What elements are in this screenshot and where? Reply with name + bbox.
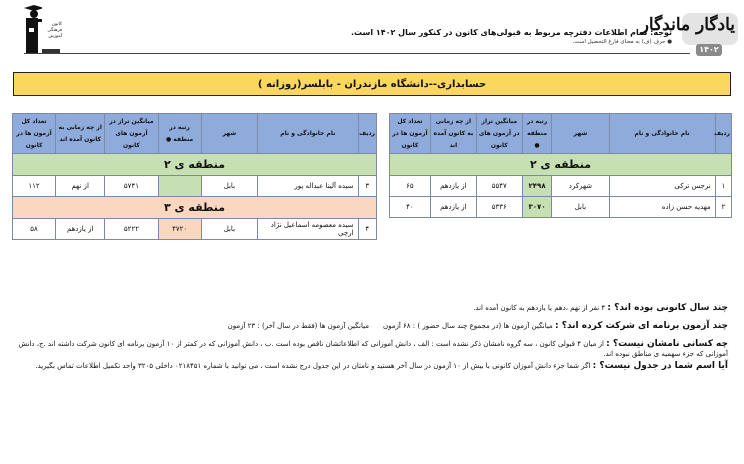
cell-row-num: ۴ <box>358 219 376 240</box>
cell-name: مهدیه حسن زاده <box>609 197 715 218</box>
cell-since: از یازدهم <box>56 219 105 240</box>
cell-since: از یازدهم <box>430 197 476 218</box>
col-since: از چه زمانی به کانون آمده اند <box>56 114 105 154</box>
cell-row-num: ۳ <box>358 176 376 197</box>
col-total-exams: تعداد کل آزمون ها در کانون <box>13 114 56 154</box>
col-row-num: ردیف <box>715 114 731 154</box>
region-label: منطقه ی ۲ <box>390 154 732 176</box>
col-since: از چه زمانی به کانون آمده اند <box>430 114 476 154</box>
brand-title: یادگار ماندگار <box>640 15 735 35</box>
region-label: منطقه ی ۳ <box>13 197 377 219</box>
cell-rank: ۳۰۷۰ <box>522 197 552 218</box>
logo-line: آموزش <box>48 34 62 39</box>
cell-name: سیده آلینا عبداله پور <box>258 176 358 197</box>
col-city: شهر <box>552 114 609 154</box>
col-rank: رتبه در منطقه ● <box>522 114 552 154</box>
info-q4 <box>8 361 728 371</box>
cell-avg-score: ۵۲۲۲ <box>105 219 158 240</box>
col-name: نام خانوادگی و نام <box>609 114 715 154</box>
table-row <box>13 219 377 240</box>
cell-avg-score: ۵۵۴۷ <box>476 176 522 197</box>
info-section <box>8 303 728 379</box>
cell-rank: ۲۴۹۸ <box>522 176 552 197</box>
major-title-bar <box>13 72 731 96</box>
table-header-row <box>390 114 732 154</box>
cell-row-num: ۲ <box>715 197 731 218</box>
cell-total-exams: ۵۸ <box>13 219 56 240</box>
info-q2-answer-b: میانگین آزمون ها (فقط در سال آخر) : ۲۳ آزمون <box>227 322 369 330</box>
logo-line: فرهنگی <box>47 28 62 33</box>
table-header-row <box>13 114 377 154</box>
brand-logo <box>640 13 738 54</box>
region-label: منطقه ی ۲ <box>13 154 377 176</box>
info-q3-answer: از میان ۴ قبولی کانون ، سه گروه نامشان ذکر نشده است : الف ، دانش آموزانی که اطلاعاتشان ناقص بوده است .ب ، دانش آموزانی که در کمتر از ۱۰ آزمون برنامه ای کانون شرکت داشته اند .ج، دانش آموزانی که جزء سهمیه ی مناطق نبوده اند. <box>18 340 728 358</box>
col-city: شهر <box>201 114 257 154</box>
graduate-figure-icon <box>20 4 42 54</box>
col-name: نام خانوادگی و نام <box>258 114 358 154</box>
info-q4-answer: اگر شما جزء دانش آموزان کانونی با بیش از ۱۰ آزمون در سال آخر هستید و نامتان در این جدول درج نشده است ، می توانید با شماره ۰۲۱۸۴۵۱ داخلی ۳۲۰۵ واحد تکمیل اطلاعات تماس بگیرید. <box>35 362 593 370</box>
kanoon-logo <box>20 4 62 54</box>
cell-city: بابل <box>552 197 609 218</box>
page-header <box>0 0 744 56</box>
col-avg-score: میانگین تراز در آزمون های کانون <box>105 114 158 154</box>
cell-avg-score: ۵۷۴۱ <box>105 176 158 197</box>
cell-rank <box>158 176 201 197</box>
col-total-exams: تعداد کل آزمون ها در کانون <box>390 114 431 154</box>
major-title: حسابداری--دانشگاه مازندران - بابلسر(روزانه ) <box>257 78 487 90</box>
brand-year: ۱۴۰۲ <box>696 44 722 56</box>
cell-total-exams: ۱۱۲ <box>13 176 56 197</box>
table-row <box>390 176 732 197</box>
region-row <box>390 154 732 176</box>
notice-main: توجه: تمام اطلاعات دفترچه مربوط به قبولی‌های کانون در کنکور سال ۱۴۰۲ است. <box>350 28 672 37</box>
info-q1-answer: ۴ نفر از نهم ،دهم یا یازدهم به کانون آمده اند. <box>473 304 608 312</box>
notice <box>351 28 672 45</box>
cell-since: از یازدهم <box>430 176 476 197</box>
col-rank: رتبه در منطقه ● <box>158 114 201 154</box>
cell-rank: ۴۷۲۰ <box>158 219 201 240</box>
results-table-right <box>389 113 732 218</box>
info-q2-answer-a: میانگین آزمون ها (در مجموع چند سال حضور ) : ۶۸ آزمون <box>382 322 555 330</box>
cell-name: سیده معصومه اسماعیل نژاد ارچی <box>258 219 358 240</box>
info-q4-question: آیا اسم شما در جدول نیست؟ : <box>592 361 728 371</box>
cell-name: نرجس ترکی <box>609 176 715 197</box>
cell-since: از نهم <box>56 176 105 197</box>
info-q2 <box>8 321 728 331</box>
results-table-left <box>12 113 377 240</box>
cell-total-exams: ۶۵ <box>390 176 431 197</box>
col-avg-score: میانگین تراز در آزمون های کانون <box>476 114 522 154</box>
table-row <box>390 197 732 218</box>
table-row <box>13 176 377 197</box>
info-q3-question: چه کسانی نامشان نیست؟ : <box>606 339 728 349</box>
notice-sub: ● حرف (ف) به معنای فارغ التحصیل است. <box>572 39 672 45</box>
logo-line: کانون <box>51 22 62 27</box>
header-divider <box>24 53 690 54</box>
region-row <box>13 197 377 219</box>
cell-city: بابل <box>201 219 257 240</box>
cell-row-num: ۱ <box>715 176 731 197</box>
info-q1 <box>8 303 728 313</box>
info-q1-question: چند سال کانونی بوده اند؟ : <box>607 303 728 313</box>
region-row <box>13 154 377 176</box>
cell-city: بابل <box>201 176 257 197</box>
col-row-num: ردیف <box>358 114 376 154</box>
info-q3 <box>8 339 728 359</box>
cell-avg-score: ۵۳۳۶ <box>476 197 522 218</box>
info-q2-question: چند آزمون برنامه ای شرکت کرده اند؟ : <box>554 321 728 331</box>
kanoon-logo-text <box>42 22 62 40</box>
cell-city: شهرکرد <box>552 176 609 197</box>
cell-total-exams: ۴۰ <box>390 197 431 218</box>
